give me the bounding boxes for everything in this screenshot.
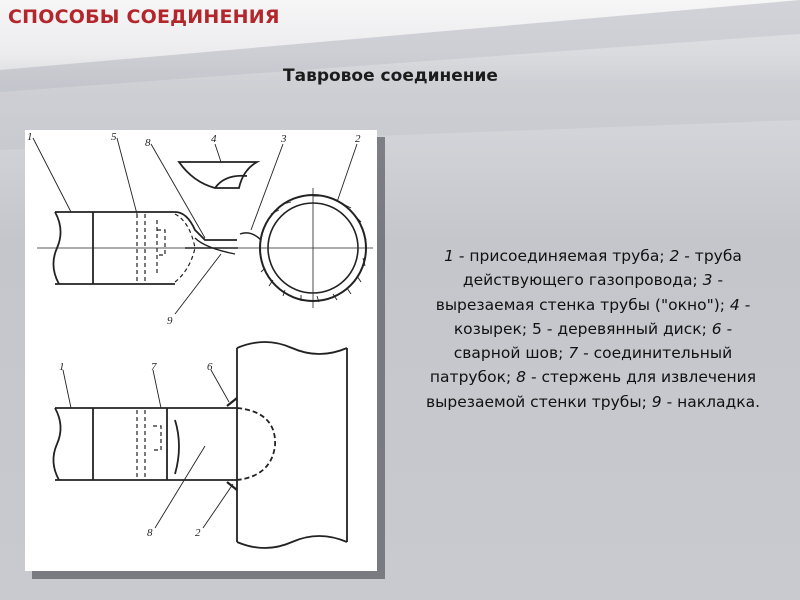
legend-num-5: 5 — [532, 319, 542, 338]
label-bottom-8: 8 — [147, 527, 153, 539]
label-bottom-7: 7 — [151, 361, 157, 373]
slide-subtitle: Тавровое соединение — [283, 66, 498, 86]
legend-text-7: - соединительный патрубок; — [429, 344, 733, 387]
technical-drawing — [25, 130, 377, 571]
slide-title: СПОСОБЫ СОЕДИНЕНИЯ — [8, 6, 280, 28]
legend-text-9: - накладка. — [661, 392, 760, 411]
legend-num-6: 6 — [711, 319, 722, 338]
legend-text-1: - присоединяемая труба; — [453, 247, 670, 265]
label-top-1: 1 — [27, 131, 33, 143]
label-bottom-1: 1 — [59, 361, 65, 373]
label-top-8: 8 — [145, 137, 151, 149]
label-bottom-2: 2 — [195, 527, 201, 539]
legend-text-2: - труба действующего газопровода; — [462, 247, 742, 290]
legend-num-3: 3 — [702, 271, 713, 290]
label-bottom-6: 6 — [207, 361, 213, 373]
legend-num-1: 1 — [444, 247, 454, 265]
label-top-3: 3 — [281, 133, 287, 145]
legend-text-5: - деревянный диск; — [541, 319, 712, 338]
legend-num-8: 8 — [516, 368, 527, 387]
legend-num-2: 2 — [669, 247, 680, 265]
label-top-2: 2 — [355, 133, 361, 145]
tee-joint-drawing — [25, 130, 377, 571]
label-top-5: 5 — [111, 131, 117, 143]
legend-text-8: - стержень для извлечения вырезаемой стенки трубы; — [425, 368, 757, 411]
legend-text-3: - вырезаемая стенка трубы ("окно"); — [435, 271, 730, 314]
legend-text-4: - козырек; — [453, 295, 751, 338]
legend-num-9: 9 — [651, 392, 662, 411]
label-top-9: 9 — [167, 315, 173, 327]
legend-num-7: 7 — [568, 344, 579, 363]
legend-caption — [420, 244, 766, 414]
legend-text-6: - сварной шов; — [453, 319, 733, 363]
label-top-4: 4 — [211, 133, 217, 145]
legend-num-4: 4 — [729, 295, 740, 314]
